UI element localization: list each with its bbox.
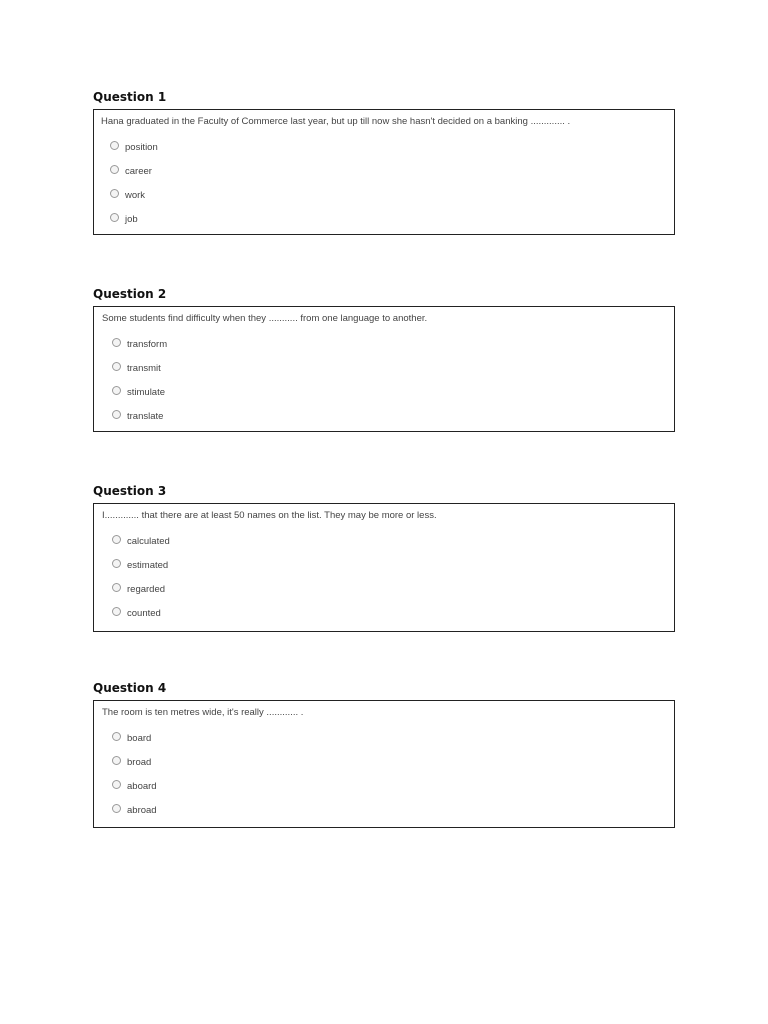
- question-2: [93, 286, 679, 422]
- question-box: [93, 306, 675, 432]
- answer-option[interactable]: [112, 558, 170, 582]
- answer-option[interactable]: [112, 803, 157, 827]
- option-label: estimated: [127, 560, 169, 571]
- option-label: transmit: [127, 363, 161, 374]
- question-3: [93, 483, 679, 619]
- radio-button[interactable]: [112, 559, 121, 568]
- radio-button[interactable]: [112, 804, 121, 813]
- answer-option[interactable]: [112, 361, 167, 385]
- answer-option[interactable]: [112, 755, 157, 779]
- question-4: [93, 680, 679, 816]
- option-label: board: [127, 733, 152, 744]
- answer-option[interactable]: [112, 779, 157, 803]
- radio-button[interactable]: [110, 141, 119, 150]
- option-label: translate: [127, 411, 164, 422]
- radio-button[interactable]: [110, 213, 119, 222]
- radio-button[interactable]: [112, 386, 121, 395]
- question-heading: Question 4: [93, 681, 167, 695]
- option-label: position: [125, 142, 158, 153]
- question-text: Hana graduated in the Faculty of Commerce last year, but up till now she hasn't decided on a banking ............. .: [101, 116, 571, 127]
- option-label: stimulate: [127, 387, 166, 398]
- radio-button[interactable]: [112, 780, 121, 789]
- radio-button[interactable]: [112, 583, 121, 592]
- question-heading: Question 1: [93, 90, 167, 104]
- radio-button[interactable]: [112, 607, 121, 616]
- answer-option[interactable]: [110, 188, 158, 212]
- answer-option[interactable]: [112, 337, 167, 361]
- answer-option[interactable]: [112, 385, 167, 409]
- question-box: [93, 109, 675, 235]
- answer-option[interactable]: [110, 140, 158, 164]
- answer-options: [110, 140, 158, 236]
- answer-options: [112, 337, 167, 433]
- radio-button[interactable]: [112, 362, 121, 371]
- option-label: counted: [127, 608, 161, 619]
- answer-option[interactable]: [112, 582, 170, 606]
- option-label: abroad: [127, 805, 157, 816]
- question-text: I............. that there are at least 50 names on the list. They may be more or less.: [102, 510, 437, 521]
- option-label: work: [125, 190, 146, 201]
- option-label: transform: [127, 339, 168, 350]
- radio-button[interactable]: [112, 535, 121, 544]
- question-1: [93, 89, 679, 225]
- radio-button[interactable]: [112, 732, 121, 741]
- question-box: [93, 503, 675, 632]
- option-label: regarded: [127, 584, 166, 595]
- radio-button[interactable]: [110, 189, 119, 198]
- option-label: broad: [127, 757, 152, 768]
- question-text: Some students find difficulty when they ........... from one language to another.: [102, 313, 428, 324]
- option-label: career: [125, 166, 152, 177]
- answer-option[interactable]: [112, 606, 170, 630]
- radio-button[interactable]: [112, 756, 121, 765]
- answer-option[interactable]: [110, 212, 158, 236]
- radio-button[interactable]: [112, 338, 121, 347]
- question-box: [93, 700, 675, 828]
- radio-button[interactable]: [112, 410, 121, 419]
- answer-option[interactable]: [112, 534, 170, 558]
- answer-option[interactable]: [112, 731, 157, 755]
- option-label: job: [125, 214, 138, 225]
- option-label: aboard: [127, 781, 157, 792]
- question-heading: Question 3: [93, 484, 167, 498]
- question-text: The room is ten metres wide, it's really ............ .: [102, 707, 304, 718]
- answer-options: [112, 534, 170, 630]
- answer-options: [112, 731, 157, 827]
- answer-option[interactable]: [110, 164, 158, 188]
- radio-button[interactable]: [110, 165, 119, 174]
- question-heading: Question 2: [93, 287, 167, 301]
- option-label: calculated: [127, 536, 170, 547]
- answer-option[interactable]: [112, 409, 167, 433]
